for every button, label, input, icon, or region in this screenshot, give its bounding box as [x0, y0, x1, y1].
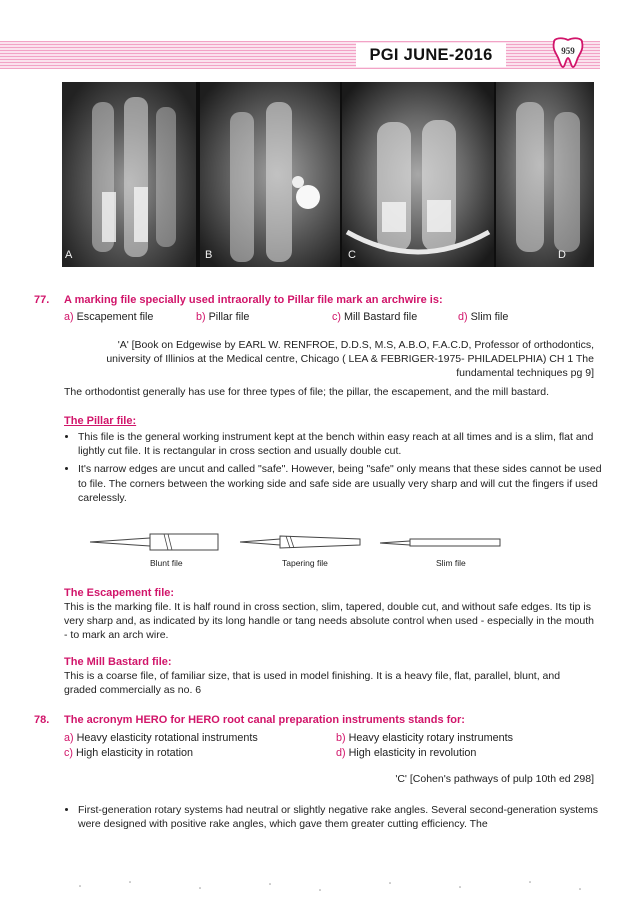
- q77-intro-text: The orthodontist generally has use for three types of file; the pillar, the escapement, and the mill bastard.: [64, 386, 550, 398]
- option-text: Heavy elasticity rotary instruments: [348, 732, 514, 744]
- file-figure-label-tapering: Tapering file: [282, 558, 328, 568]
- page-number-badge: [548, 36, 588, 72]
- bullet-item: • It's narrow edges are uncut and called "safe". However, being "safe" only means that these sides cannot be used to file. The corners between the working side and safe side are usually very sharp and will cut the fingers if used carelessly.: [78, 462, 608, 505]
- option-text: Slim file: [470, 311, 509, 323]
- option-text: Pillar file: [208, 311, 250, 323]
- question-78-number: 78.: [34, 714, 50, 726]
- file-figure-label-slim: Slim file: [436, 558, 466, 568]
- q77-answer-reference: 'A' [Book on Edgewise by EARL W. RENFROE, D.D.S, M.S, A.B.O, F.A.C.D, Professor of orthodontics, university of Illinios at the Medical centre, Chicago ( LEA & FEBRIGER-1975- PHILADELPHIA) CH 1 The fundamental techniques pg 9]: [106, 339, 594, 380]
- xray-label-c: C: [348, 249, 356, 262]
- file-figure-label-blunt: Blunt file: [150, 558, 183, 568]
- xray-image-b: [200, 82, 340, 267]
- option-letter: b): [196, 311, 206, 323]
- xray-image-c: [342, 82, 494, 267]
- option-text: High elasticity in revolution: [348, 747, 477, 759]
- q78-option-d: [336, 746, 476, 761]
- question-77-text: A marking file specially used intraorally to Pillar file mark an archwire is:: [64, 294, 443, 306]
- option-letter: d): [336, 747, 346, 759]
- q78-option-b: [336, 731, 513, 746]
- tapering-file-drawing: [240, 536, 360, 548]
- q78-answer-reference: 'C' [Cohen's pathways of pulp 10th ed 298]: [395, 773, 594, 785]
- question-77-number: 77.: [34, 294, 50, 306]
- xray-panel-c: [342, 82, 494, 267]
- option-letter: d): [458, 311, 468, 323]
- escapement-file-text: This is the marking file. It is half round in cross section, slim, tapered, double cut, and without safe edges. Its tip is very sharp and, as indicated by its long handle or tang needs absolute control when used - especially in the mouth - to mark an arch wire.: [64, 601, 594, 642]
- option-letter: a): [64, 311, 74, 323]
- scan-speckles: [60, 878, 600, 894]
- q77-option-c: [332, 310, 417, 325]
- q77-option-a: [64, 310, 153, 325]
- escapement-file-heading: The Escapement file:: [64, 587, 175, 599]
- option-text: Escapement file: [76, 311, 154, 323]
- xray-image-d: [496, 82, 594, 267]
- q77-option-b: [196, 310, 249, 325]
- page-number: 959: [561, 46, 575, 56]
- xray-panel-a: [62, 82, 196, 267]
- header-band: [0, 41, 600, 69]
- pillar-file-heading: The Pillar file:: [64, 415, 137, 427]
- option-text: Mill Bastard file: [344, 311, 418, 323]
- bullet-item: • First-generation rotary systems had neutral or slightly negative rake angles. Several second-generation systems were designed with positive rake angles, which gave them greater cutting efficiency. The: [78, 803, 608, 831]
- mill-bastard-file-text: This is a coarse file, of familiar size, that is used in model finishing. It is a heavy file, flat, parallel, blunt, and graded commercially as no. 6: [64, 670, 561, 697]
- q78-option-c: [64, 746, 193, 761]
- xray-panel-d: [496, 82, 594, 267]
- page-header-title: PGI JUNE-2016: [356, 43, 506, 67]
- slim-file-drawing: [380, 539, 500, 546]
- q78-option-a: [64, 731, 258, 746]
- xray-label-d: D: [558, 249, 566, 262]
- blunt-file-drawing: [90, 534, 218, 550]
- option-letter: c): [332, 311, 341, 323]
- option-letter: a): [64, 732, 74, 744]
- xray-panel-b: [200, 82, 340, 267]
- mill-bastard-file-heading: The Mill Bastard file:: [64, 656, 172, 668]
- option-letter: b): [336, 732, 346, 744]
- bullet-item: • This file is the general working instrument kept at the bench within easy reach at all times and is a slim, flat and lightly cut file. It is rectangular in cross section and usually double cut.: [78, 430, 608, 458]
- option-text: High elasticity in rotation: [76, 747, 194, 759]
- xray-label-b: B: [205, 249, 213, 262]
- xray-image-a: [62, 82, 196, 267]
- xray-label-a: A: [65, 249, 73, 262]
- question-78-text: The acronym HERO for HERO root canal preparation instruments stands for:: [64, 714, 465, 726]
- option-letter: c): [64, 747, 73, 759]
- xray-figure: [62, 82, 594, 267]
- q77-option-d: [458, 310, 508, 325]
- file-types-figure: [80, 524, 580, 560]
- pillar-file-bullets: [64, 430, 608, 509]
- q78-explanation-bullets: [64, 803, 608, 835]
- option-text: Heavy elasticity rotational instruments: [76, 732, 258, 744]
